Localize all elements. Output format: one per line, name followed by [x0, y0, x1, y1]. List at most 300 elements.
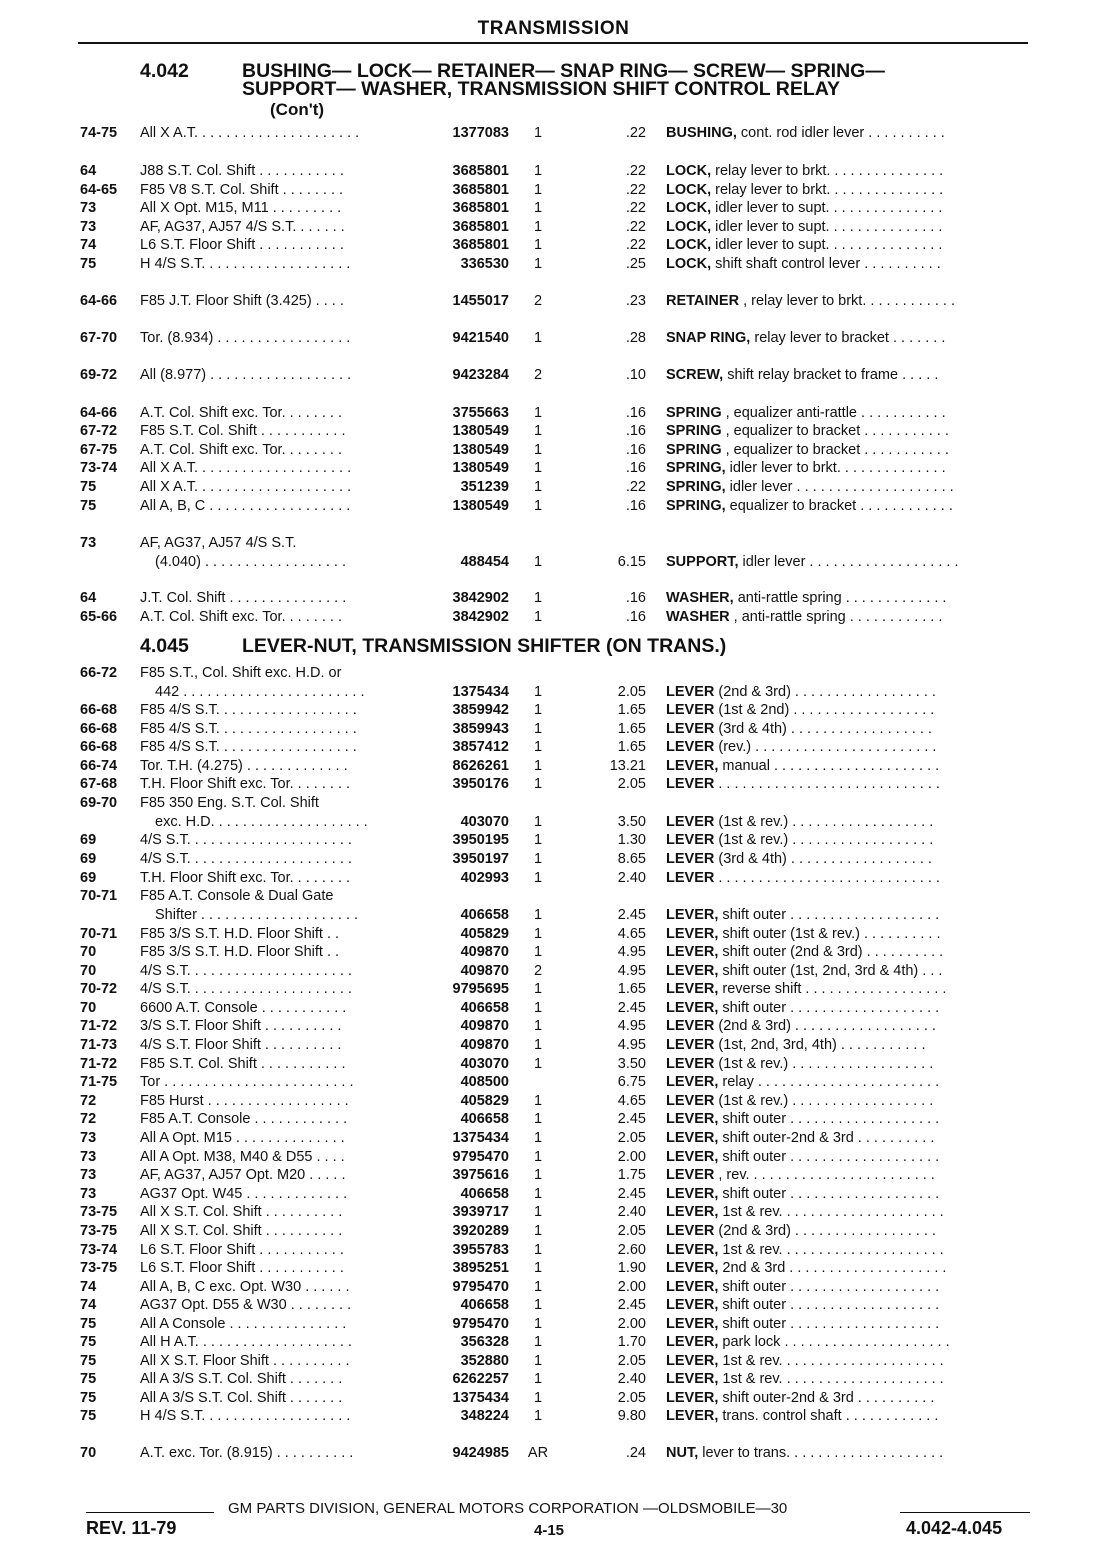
- quantity: 1: [533, 758, 543, 774]
- price: 3.50: [617, 1056, 646, 1072]
- description-detail: idler lever . . . . . . . . . . . . . . . . . . .: [738, 554, 959, 570]
- application: All X S.T. Col. Shift . . . . . . . . . .: [140, 1223, 343, 1239]
- quantity: 1: [533, 851, 543, 867]
- model-year: 67-72: [80, 423, 118, 439]
- application: All A Opt. M38, M40 & D55 . . . .: [140, 1149, 345, 1165]
- description-detail: , anti-rattle spring . . . . . . . . . . . .: [729, 609, 943, 625]
- quantity: 1: [533, 237, 543, 253]
- description-detail: lever to trans. . . . . . . . . . . . . . . . . . . .: [698, 1445, 944, 1461]
- application: All H A.T. . . . . . . . . . . . . . . . . . . .: [140, 1334, 352, 1350]
- part-description: [666, 329, 1032, 348]
- price: 4.65: [617, 1093, 646, 1109]
- part-name: NUT,: [666, 1445, 699, 1461]
- description-detail: . . . . . . . . . . . . . . . . . . . . . . . . . . . .: [714, 776, 940, 792]
- price: .16: [625, 460, 646, 476]
- application: F85 V8 S.T. Col. Shift . . . . . . . .: [140, 182, 344, 198]
- model-year: 73-75: [80, 1260, 118, 1276]
- quantity: 1: [533, 1186, 543, 1202]
- table-row: [0, 199, 1107, 218]
- quantity: 1: [533, 590, 543, 606]
- quantity: 1: [533, 609, 543, 625]
- price: 2.45: [617, 1111, 646, 1127]
- part-description: [666, 1036, 1032, 1055]
- quantity: 1: [533, 256, 543, 272]
- part-description: [666, 1129, 1032, 1148]
- part-number: 9795695: [452, 981, 509, 997]
- quantity: 1: [533, 1111, 543, 1127]
- part-name: LEVER: [666, 870, 715, 886]
- model-year: 73-75: [80, 1204, 118, 1220]
- price: .16: [625, 609, 646, 625]
- section-title-line3: (Con't): [270, 100, 325, 119]
- part-description: [666, 1073, 1032, 1092]
- part-name: LEVER,: [666, 1149, 719, 1165]
- part-description: [666, 1110, 1032, 1129]
- part-name: LEVER,: [666, 1000, 719, 1016]
- price: 2.05: [617, 1390, 646, 1406]
- part-name: LEVER: [666, 1167, 715, 1183]
- application: 4/S S.T. . . . . . . . . . . . . . . . . . . . .: [140, 981, 352, 997]
- model-year: 74-75: [80, 125, 118, 141]
- price: 2.05: [617, 1223, 646, 1239]
- part-description: [666, 683, 1032, 702]
- table-row: [0, 422, 1107, 441]
- part-description: [666, 497, 1032, 516]
- description-detail: (rev.) . . . . . . . . . . . . . . . . . . . . . . .: [714, 739, 937, 755]
- part-description: [666, 906, 1032, 925]
- table-row: [0, 999, 1107, 1018]
- part-description: [666, 404, 1032, 423]
- application: AF, AG37, AJ57 Opt. M20 . . . . .: [140, 1167, 346, 1183]
- description-detail: equalizer to bracket . . . . . . . . . . . .: [725, 498, 953, 514]
- part-name: SPRING,: [666, 479, 726, 495]
- description-detail: idler lever to supt. . . . . . . . . . . . . . .: [711, 200, 943, 216]
- part-number: 406658: [460, 1186, 509, 1202]
- section-number: 4.042: [140, 60, 189, 82]
- part-name: LEVER,: [666, 1371, 719, 1387]
- table-row: [0, 441, 1107, 460]
- quantity: 1: [533, 1093, 543, 1109]
- description-detail: 1st & rev. . . . . . . . . . . . . . . . . . . . .: [718, 1242, 944, 1258]
- price: 1.65: [617, 702, 646, 718]
- table-row: [0, 459, 1107, 478]
- table-row: [0, 701, 1107, 720]
- quantity: 1: [533, 1353, 543, 1369]
- model-year: 70-71: [80, 888, 118, 904]
- quantity: 1: [533, 981, 543, 997]
- table-row: [0, 553, 1107, 572]
- table-row: [0, 1073, 1107, 1092]
- quantity: 1: [533, 907, 543, 923]
- part-description: [666, 553, 1032, 572]
- model-year: 70: [80, 944, 97, 960]
- description-detail: shift outer-2nd & 3rd . . . . . . . . . .: [718, 1390, 935, 1406]
- part-name: LEVER,: [666, 963, 719, 979]
- table-row: [0, 1259, 1107, 1278]
- part-name: LEVER,: [666, 1353, 719, 1369]
- application: Tor. T.H. (4.275) . . . . . . . . . . . . .: [140, 758, 348, 774]
- price: .22: [625, 182, 646, 198]
- part-description: [666, 1241, 1032, 1260]
- price: .22: [625, 219, 646, 235]
- model-year: 64: [80, 590, 97, 606]
- price: 2.45: [617, 1000, 646, 1016]
- application: 6600 A.T. Console . . . . . . . . . . .: [140, 1000, 347, 1016]
- application: F85 A.T. Console . . . . . . . . . . . .: [140, 1111, 348, 1127]
- price: 6.75: [617, 1074, 646, 1090]
- price: 1.30: [617, 832, 646, 848]
- price: 1.70: [617, 1334, 646, 1350]
- application: All A 3/S S.T. Col. Shift . . . . . . .: [140, 1371, 343, 1387]
- part-description: [666, 1407, 1032, 1426]
- table-row: [0, 813, 1107, 832]
- model-year: 75: [80, 1334, 97, 1350]
- quantity: 1: [533, 776, 543, 792]
- price: 2.60: [617, 1242, 646, 1258]
- model-year: 73-75: [80, 1223, 118, 1239]
- part-description: [666, 701, 1032, 720]
- table-row: [0, 831, 1107, 850]
- table-row: [0, 1166, 1107, 1185]
- part-number: 1380549: [452, 498, 509, 514]
- application: Tor . . . . . . . . . . . . . . . . . . . . . . . .: [140, 1074, 354, 1090]
- description-detail: manual . . . . . . . . . . . . . . . . . . . . .: [718, 758, 940, 774]
- table-row: [0, 162, 1107, 181]
- table-row: [0, 850, 1107, 869]
- footer-corporation: GM PARTS DIVISION, GENERAL MOTORS CORPORATION —OLDSMOBILE—30: [228, 1500, 788, 1517]
- table-row: [0, 980, 1107, 999]
- model-year: 72: [80, 1093, 97, 1109]
- section-number: 4.045: [140, 635, 189, 657]
- part-name: LEVER: [666, 851, 715, 867]
- model-year: 75: [80, 1353, 97, 1369]
- part-name: LEVER: [666, 776, 715, 792]
- description-detail: (1st & rev.) . . . . . . . . . . . . . . . . . .: [714, 832, 934, 848]
- description-detail: (1st & 2nd) . . . . . . . . . . . . . . . . . .: [714, 702, 935, 718]
- price: 2.45: [617, 1186, 646, 1202]
- table-row: [0, 1092, 1107, 1111]
- price: .16: [625, 498, 646, 514]
- price: .22: [625, 200, 646, 216]
- description-detail: reverse shift . . . . . . . . . . . . . . . . . .: [718, 981, 947, 997]
- table-row: [0, 1148, 1107, 1167]
- application: AF, AG37, AJ57 4/S S.T. . . . . . .: [140, 219, 345, 235]
- application: 442 . . . . . . . . . . . . . . . . . . . . . . .: [155, 684, 365, 700]
- description-detail: shift outer-2nd & 3rd . . . . . . . . . .: [718, 1130, 935, 1146]
- application: L6 S.T. Floor Shift . . . . . . . . . . .: [140, 1260, 344, 1276]
- application: T.H. Floor Shift exc. Tor. . . . . . . .: [140, 776, 351, 792]
- price: 1.65: [617, 739, 646, 755]
- quantity: 1: [533, 219, 543, 235]
- part-number: 3755663: [452, 405, 509, 421]
- part-number: 3955783: [452, 1242, 509, 1258]
- part-name: SPRING: [666, 442, 722, 458]
- application: F85 S.T. Col. Shift . . . . . . . . . . .: [140, 423, 346, 439]
- part-name: LEVER,: [666, 1186, 719, 1202]
- part-number: 1375434: [452, 684, 509, 700]
- footer-section-range: 4.042-4.045: [906, 1518, 1003, 1538]
- quantity: 1: [533, 200, 543, 216]
- part-number: 8626261: [452, 758, 509, 774]
- part-number: 403070: [460, 814, 509, 830]
- part-name: LEVER: [666, 1223, 715, 1239]
- part-description: [666, 1166, 1032, 1185]
- table-row: [0, 906, 1107, 925]
- description-detail: (1st & rev.) . . . . . . . . . . . . . . . . . .: [714, 1093, 934, 1109]
- part-description: [666, 236, 1032, 255]
- quantity: 1: [533, 1260, 543, 1276]
- part-number: 3685801: [452, 237, 509, 253]
- table-row: [0, 404, 1107, 423]
- table-row: [0, 1296, 1107, 1315]
- part-description: [666, 608, 1032, 627]
- price: 2.00: [617, 1149, 646, 1165]
- application: F85 4/S S.T. . . . . . . . . . . . . . . . . .: [140, 739, 357, 755]
- price: .24: [625, 1445, 646, 1461]
- quantity: 1: [533, 1334, 543, 1350]
- model-year: 75: [80, 1371, 97, 1387]
- price: 2.05: [617, 1353, 646, 1369]
- price: 1.65: [617, 981, 646, 997]
- part-description: [666, 162, 1032, 181]
- description-detail: idler lever . . . . . . . . . . . . . . . . . . . .: [725, 479, 954, 495]
- quantity: 1: [533, 684, 543, 700]
- quantity: 1: [533, 702, 543, 718]
- price: 2.05: [617, 1130, 646, 1146]
- part-name: LOCK,: [666, 237, 712, 253]
- table-row: [0, 1185, 1107, 1204]
- part-name: LEVER,: [666, 1111, 719, 1127]
- price: .16: [625, 590, 646, 606]
- model-year: 67-75: [80, 442, 118, 458]
- part-name: LEVER,: [666, 944, 719, 960]
- part-name: LEVER,: [666, 1408, 719, 1424]
- part-number: 3975616: [452, 1167, 509, 1183]
- application: 4/S S.T. . . . . . . . . . . . . . . . . . . . .: [140, 963, 352, 979]
- model-year: 70: [80, 1000, 97, 1016]
- price: 1.65: [617, 721, 646, 737]
- description-detail: (1st & rev.) . . . . . . . . . . . . . . . . . .: [714, 1056, 934, 1072]
- part-number: 3685801: [452, 200, 509, 216]
- part-description: [666, 1148, 1032, 1167]
- application: All A, B, C . . . . . . . . . . . . . . . . . .: [140, 498, 351, 514]
- description-detail: shift outer . . . . . . . . . . . . . . . . . . .: [718, 1279, 940, 1295]
- application: Shifter . . . . . . . . . . . . . . . . . . . .: [155, 907, 359, 923]
- model-year: 73-74: [80, 460, 118, 476]
- model-year: 70: [80, 963, 97, 979]
- table-row: [0, 1129, 1107, 1148]
- model-year: 73: [80, 200, 97, 216]
- part-number: 336530: [460, 256, 509, 272]
- price: .25: [625, 256, 646, 272]
- part-description: [666, 1444, 1032, 1463]
- section-title-line1: BUSHING— LOCK— RETAINER— SNAP RING— SCREW— SPRING—: [242, 60, 885, 82]
- table-row: [0, 1278, 1107, 1297]
- quantity: 1: [533, 1018, 543, 1034]
- description-detail: shift relay bracket to frame . . . . .: [723, 367, 939, 383]
- description-detail: shift outer (2nd & 3rd) . . . . . . . . . .: [718, 944, 944, 960]
- part-name: LEVER,: [666, 1316, 719, 1332]
- application: All X Opt. M15, M11 . . . . . . . . .: [140, 200, 342, 216]
- part-name: LOCK,: [666, 200, 712, 216]
- part-name: LEVER: [666, 1093, 715, 1109]
- table-row: [0, 497, 1107, 516]
- table-row: [0, 1352, 1107, 1371]
- application: 3/S S.T. Floor Shift . . . . . . . . . .: [140, 1018, 342, 1034]
- part-name: LEVER: [666, 684, 715, 700]
- part-number: 1380549: [452, 423, 509, 439]
- description-detail: idler lever to supt. . . . . . . . . . . . . . .: [711, 219, 943, 235]
- quantity: 1: [533, 870, 543, 886]
- table-row: [0, 1055, 1107, 1074]
- model-year: 72: [80, 1111, 97, 1127]
- description-detail: , relay lever to brkt. . . . . . . . . . . .: [739, 293, 955, 309]
- description-detail: shift outer (1st, 2nd, 3rd & 4th) . . .: [718, 963, 943, 979]
- part-name: LEVER,: [666, 926, 719, 942]
- model-year: 74: [80, 1297, 97, 1313]
- description-detail: 1st & rev. . . . . . . . . . . . . . . . . . . . .: [718, 1204, 944, 1220]
- quantity: 1: [533, 1371, 543, 1387]
- quantity: 1: [533, 1223, 543, 1239]
- part-number: 3685801: [452, 163, 509, 179]
- model-year: 71-72: [80, 1056, 118, 1072]
- part-number: 406658: [460, 1297, 509, 1313]
- description-detail: (3rd & 4th) . . . . . . . . . . . . . . . . . .: [714, 851, 932, 867]
- part-name: LEVER,: [666, 1242, 719, 1258]
- table-row: [0, 1315, 1107, 1334]
- price: 4.95: [617, 1018, 646, 1034]
- part-name: LEVER,: [666, 1297, 719, 1313]
- quantity: 2: [533, 293, 543, 309]
- price: .23: [625, 293, 646, 309]
- quantity: 1: [533, 1279, 543, 1295]
- quantity: 1: [533, 1242, 543, 1258]
- quantity: AR: [527, 1445, 549, 1461]
- price: .16: [625, 423, 646, 439]
- part-name: LEVER: [666, 814, 715, 830]
- footer-rule-left: [86, 1512, 214, 1513]
- model-year: 64: [80, 163, 97, 179]
- quantity: 1: [533, 554, 543, 570]
- part-description: [666, 422, 1032, 441]
- part-number: 3842902: [452, 590, 509, 606]
- part-number: 409870: [460, 944, 509, 960]
- description-detail: (2nd & 3rd) . . . . . . . . . . . . . . . . . .: [714, 684, 936, 700]
- model-year: 69-72: [80, 367, 118, 383]
- application: All A Console . . . . . . . . . . . . . . .: [140, 1316, 347, 1332]
- part-number: 3842902: [452, 609, 509, 625]
- table-row: [0, 1017, 1107, 1036]
- price: 4.95: [617, 1037, 646, 1053]
- model-year: 66-68: [80, 721, 118, 737]
- application: T.H. Floor Shift exc. Tor. . . . . . . .: [140, 870, 351, 886]
- table-row: [0, 366, 1107, 385]
- table-row: [0, 478, 1107, 497]
- part-name: SUPPORT,: [666, 554, 739, 570]
- part-description: [666, 720, 1032, 739]
- part-description: [666, 1352, 1032, 1371]
- part-number: 3685801: [452, 219, 509, 235]
- price: 3.50: [617, 814, 646, 830]
- part-description: [666, 943, 1032, 962]
- quantity: 1: [533, 163, 543, 179]
- quantity: 1: [533, 460, 543, 476]
- part-description: [666, 1389, 1032, 1408]
- quantity: 1: [533, 739, 543, 755]
- table-row: [0, 1241, 1107, 1260]
- part-description: [666, 199, 1032, 218]
- part-name: LEVER,: [666, 758, 719, 774]
- application: F85 S.T., Col. Shift exc. H.D. or: [140, 665, 342, 681]
- table-row: [0, 869, 1107, 888]
- part-description: [666, 869, 1032, 888]
- description-detail: , equalizer to bracket . . . . . . . . . . .: [721, 442, 949, 458]
- quantity: 1: [533, 442, 543, 458]
- quantity: 1: [533, 814, 543, 830]
- table-row: [0, 1203, 1107, 1222]
- quantity: 1: [533, 479, 543, 495]
- application: 4/S S.T. Floor Shift . . . . . . . . . .: [140, 1037, 342, 1053]
- part-number: 3685801: [452, 182, 509, 198]
- part-name: LEVER: [666, 1056, 715, 1072]
- model-year: 75: [80, 479, 97, 495]
- description-detail: , equalizer anti-rattle . . . . . . . . . . .: [721, 405, 946, 421]
- model-year: 71-72: [80, 1018, 118, 1034]
- part-description: [666, 292, 1032, 311]
- part-description: [666, 831, 1032, 850]
- price: 2.00: [617, 1316, 646, 1332]
- part-number: 406658: [460, 907, 509, 923]
- application: 4/S S.T. . . . . . . . . . . . . . . . . . . . .: [140, 832, 352, 848]
- part-name: RETAINER: [666, 293, 740, 309]
- quantity: 1: [533, 1408, 543, 1424]
- application: F85 4/S S.T. . . . . . . . . . . . . . . . . .: [140, 702, 357, 718]
- part-name: LEVER: [666, 832, 715, 848]
- part-number: 1377083: [452, 125, 509, 141]
- table-row: [0, 720, 1107, 739]
- table-row: [0, 962, 1107, 981]
- description-detail: shift outer . . . . . . . . . . . . . . . . . . .: [718, 1297, 940, 1313]
- description-detail: , equalizer to bracket . . . . . . . . . . .: [721, 423, 949, 439]
- part-name: BUSHING,: [666, 125, 737, 141]
- part-description: [666, 980, 1032, 999]
- quantity: 1: [533, 1204, 543, 1220]
- part-name: LEVER,: [666, 1390, 719, 1406]
- description-detail: shift outer . . . . . . . . . . . . . . . . . . .: [718, 907, 940, 923]
- part-description: [666, 813, 1032, 832]
- part-number: 1380549: [452, 442, 509, 458]
- part-description: [666, 1296, 1032, 1315]
- model-year: 69: [80, 851, 97, 867]
- application: F85 J.T. Floor Shift (3.425) . . . .: [140, 293, 344, 309]
- part-number: 1455017: [452, 293, 509, 309]
- part-name: LEVER,: [666, 981, 719, 997]
- description-detail: shift outer . . . . . . . . . . . . . . . . . . .: [718, 1316, 940, 1332]
- quantity: 1: [533, 944, 543, 960]
- table-row: [0, 683, 1107, 702]
- table-row: [0, 1407, 1107, 1426]
- part-number: 351239: [460, 479, 509, 495]
- part-description: [666, 1259, 1032, 1278]
- part-description: [666, 1203, 1032, 1222]
- description-detail: shift outer . . . . . . . . . . . . . . . . . . .: [718, 1186, 940, 1202]
- description-detail: 2nd & 3rd . . . . . . . . . . . . . . . . . . . .: [718, 1260, 947, 1276]
- application: F85 3/S S.T. H.D. Floor Shift . .: [140, 926, 340, 942]
- part-number: 3895251: [452, 1260, 509, 1276]
- price: .16: [625, 405, 646, 421]
- model-year: 71-73: [80, 1037, 118, 1053]
- part-description: [666, 738, 1032, 757]
